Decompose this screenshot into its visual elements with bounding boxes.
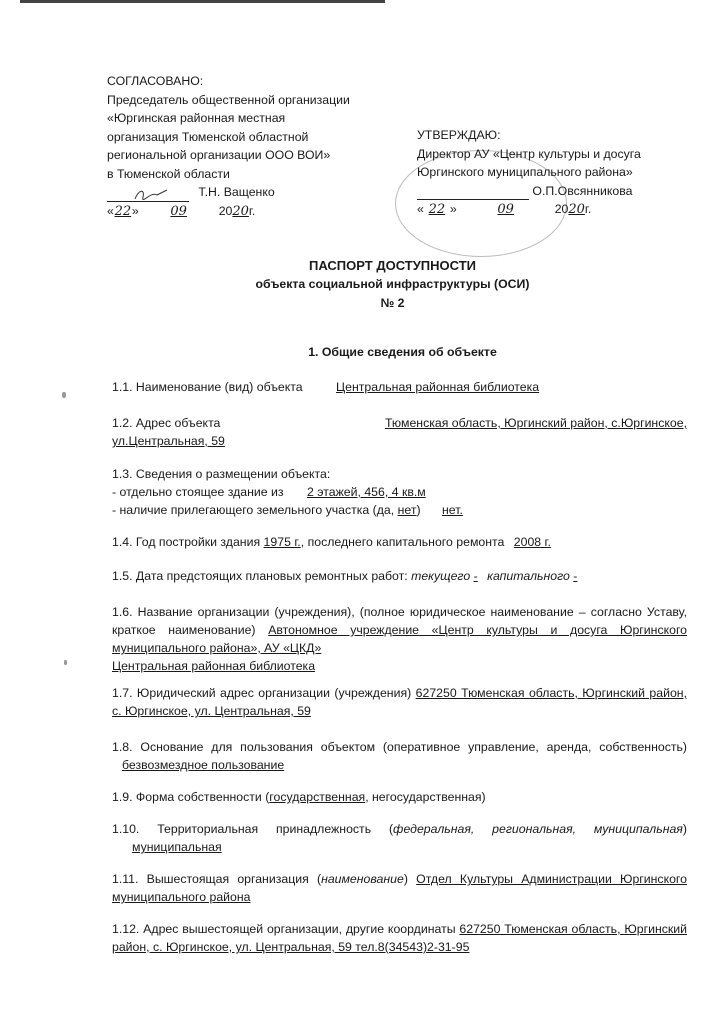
date-year-prefix: 20 (554, 202, 569, 216)
item-1-3 (112, 465, 687, 519)
item-value: - (573, 569, 578, 583)
item-value (112, 756, 552, 774)
approval-left-line: региональной организации ООО ВОИ» (107, 148, 331, 162)
item-value: 627250 Тюменская область, Юргинский район, с. Юргинское, ул. Центральная, 59 (112, 686, 687, 718)
item-label: ) (403, 872, 408, 886)
selected-option: государственная (269, 790, 366, 804)
approval-right-line: Юргинского муниципального района» (417, 165, 633, 179)
date-g: г. (248, 203, 256, 218)
item-label: 1.7. Юридический адрес организации (учреждения) (112, 686, 412, 700)
date-year-suffix: 20 (232, 203, 249, 219)
approval-left-block (107, 72, 407, 221)
item-label: , последнего капитального ремонта (300, 535, 505, 549)
item-value-text: Центральная районная библиотека (336, 380, 540, 394)
item-value (424, 501, 646, 519)
item-value-text: безвозмездное пользование (122, 758, 285, 772)
item-value-text: ул.Центральная, 59 (112, 434, 225, 448)
date-day: 22 (428, 202, 446, 217)
item-label: 1.6. Название организации (учреждения), (полное юридическое наименование – согласно Уставу, краткое наименование) (112, 605, 687, 637)
item-value: 627250 Тюменская область, Юргинский район, с. Юргинское, ул. Центральная, 59 тел.8(34543)2-31-95 (112, 922, 688, 954)
item-value-text: 2 этажей, 456, 4 кв.м (306, 485, 426, 499)
item-1-2 (112, 414, 687, 450)
item-label: 1.4. Год постройки здания (112, 535, 261, 549)
document-title: ПАСПОРТ ДОСТУПНОСТИ (309, 258, 476, 273)
section-heading: 1. Общие сведения об объекте (308, 345, 497, 359)
item-option: капитального (487, 569, 570, 583)
item-value: Тюменская область, Юргинский район, с.Юргинское, (384, 416, 687, 430)
item-label: - наличие прилегающего земельного участка (да, (112, 503, 395, 517)
item-value: 1975 г. (263, 535, 301, 549)
item-label: 1.9. Форма собственности ( (112, 790, 270, 804)
approval-right-date: « 22 » 09 2020г. (417, 200, 712, 220)
approval-left-date: «22» 09 2020г. (107, 202, 407, 222)
item-1-10 (112, 820, 687, 856)
item-1-8 (112, 738, 687, 774)
approval-right-heading: УТВЕРЖДАЮ: (417, 128, 501, 142)
date-day: 22 (114, 203, 132, 219)
item-value (112, 838, 567, 856)
item-1-4 (112, 533, 687, 551)
scan-edge-line (20, 0, 385, 3)
approval-left-line: «Юргинская районная местная (107, 111, 286, 125)
item-label: 1.1. Наименование (вид) объекта (112, 380, 303, 394)
item-label: 1.5. Дата предстоящих плановых ремонтных работ: (112, 569, 408, 583)
item-label: 1.10. Территориальная принадлежность ( (112, 822, 394, 836)
item-value-text: 2008 г. (513, 535, 551, 549)
approval-right-signature-row (417, 182, 712, 201)
item-value (112, 657, 687, 675)
item-value-text: нет. (442, 503, 463, 517)
item-label: 1.12. Адрес вышестоящей организации, другие координаты (112, 922, 456, 936)
date-month: 09 (497, 202, 514, 217)
item-value (112, 432, 687, 450)
item-label: ) (416, 503, 421, 517)
approval-left-signer: Т.Н. Ващенко (198, 185, 275, 199)
item-1-7 (112, 684, 687, 720)
item-label: 1.8. Основание для пользования объектом (оперативное управление, аренда, собственность) (112, 740, 687, 754)
approval-right-line: Директор АУ «Центр культуры и досуга (417, 146, 641, 161)
item-option: наименование (321, 872, 404, 886)
item-options: федеральная, региональная, муниципальная (393, 822, 683, 836)
scan-speck (64, 660, 67, 665)
approval-left-line: организация Тюменской областной (107, 129, 309, 144)
item-label: - отдельно стоящее здание из (112, 485, 284, 499)
signature-image (107, 187, 189, 202)
approval-left-line: Председатель общественной организации (107, 92, 350, 107)
approval-left-heading: СОГЛАСОВАНО: (107, 74, 204, 88)
approval-left-signature-row (107, 183, 407, 202)
item-label: , негосударственная) (365, 790, 486, 804)
approval-left-line: в Тюменской области (107, 166, 230, 181)
signature-scribble-icon (107, 187, 189, 201)
item-label: ) (682, 822, 687, 836)
item-value-text: муниципальная (132, 840, 222, 854)
item-value (287, 483, 637, 501)
item-1-5 (112, 567, 687, 585)
item-1-9 (112, 788, 687, 806)
item-value: - (473, 569, 478, 583)
item-value: Отдел Культуры Администрации Юргинского муниципального района (112, 872, 687, 904)
item-option: текущего (411, 569, 471, 583)
approval-right-block (417, 126, 712, 220)
date-year-prefix: 20 (218, 203, 233, 218)
date-month: 09 (170, 203, 187, 219)
item-label: 1.3. Сведения о размещении объекта: (112, 467, 331, 481)
item-value (306, 378, 606, 396)
date-g: г. (584, 202, 592, 216)
document-subtitle: объекта социальной инфраструктуры (ОСИ) (255, 277, 530, 291)
item-1-12 (112, 920, 687, 956)
item-label: 1.2. Адрес объекта (112, 416, 221, 430)
item-1-11 (112, 870, 687, 906)
item-1-6 (112, 603, 687, 675)
document-number: № 2 (380, 296, 405, 310)
item-value (508, 533, 598, 551)
item-value-text: Центральная районная библиотека (112, 659, 316, 673)
item-1-1 (112, 378, 687, 396)
scan-speck (62, 392, 66, 398)
item-label: 1.11. Вышестоящая организация ( (112, 872, 322, 886)
date-year-suffix: 20 (568, 202, 585, 217)
item-value: Автономное учреждение «Центр культуры и досуга Юргинского муниципального района», АУ «ЦКД» (112, 623, 687, 655)
approval-right-signer: О.П.Овсянникова (532, 183, 633, 198)
selected-option: нет (397, 503, 417, 517)
signature-image (417, 185, 529, 200)
